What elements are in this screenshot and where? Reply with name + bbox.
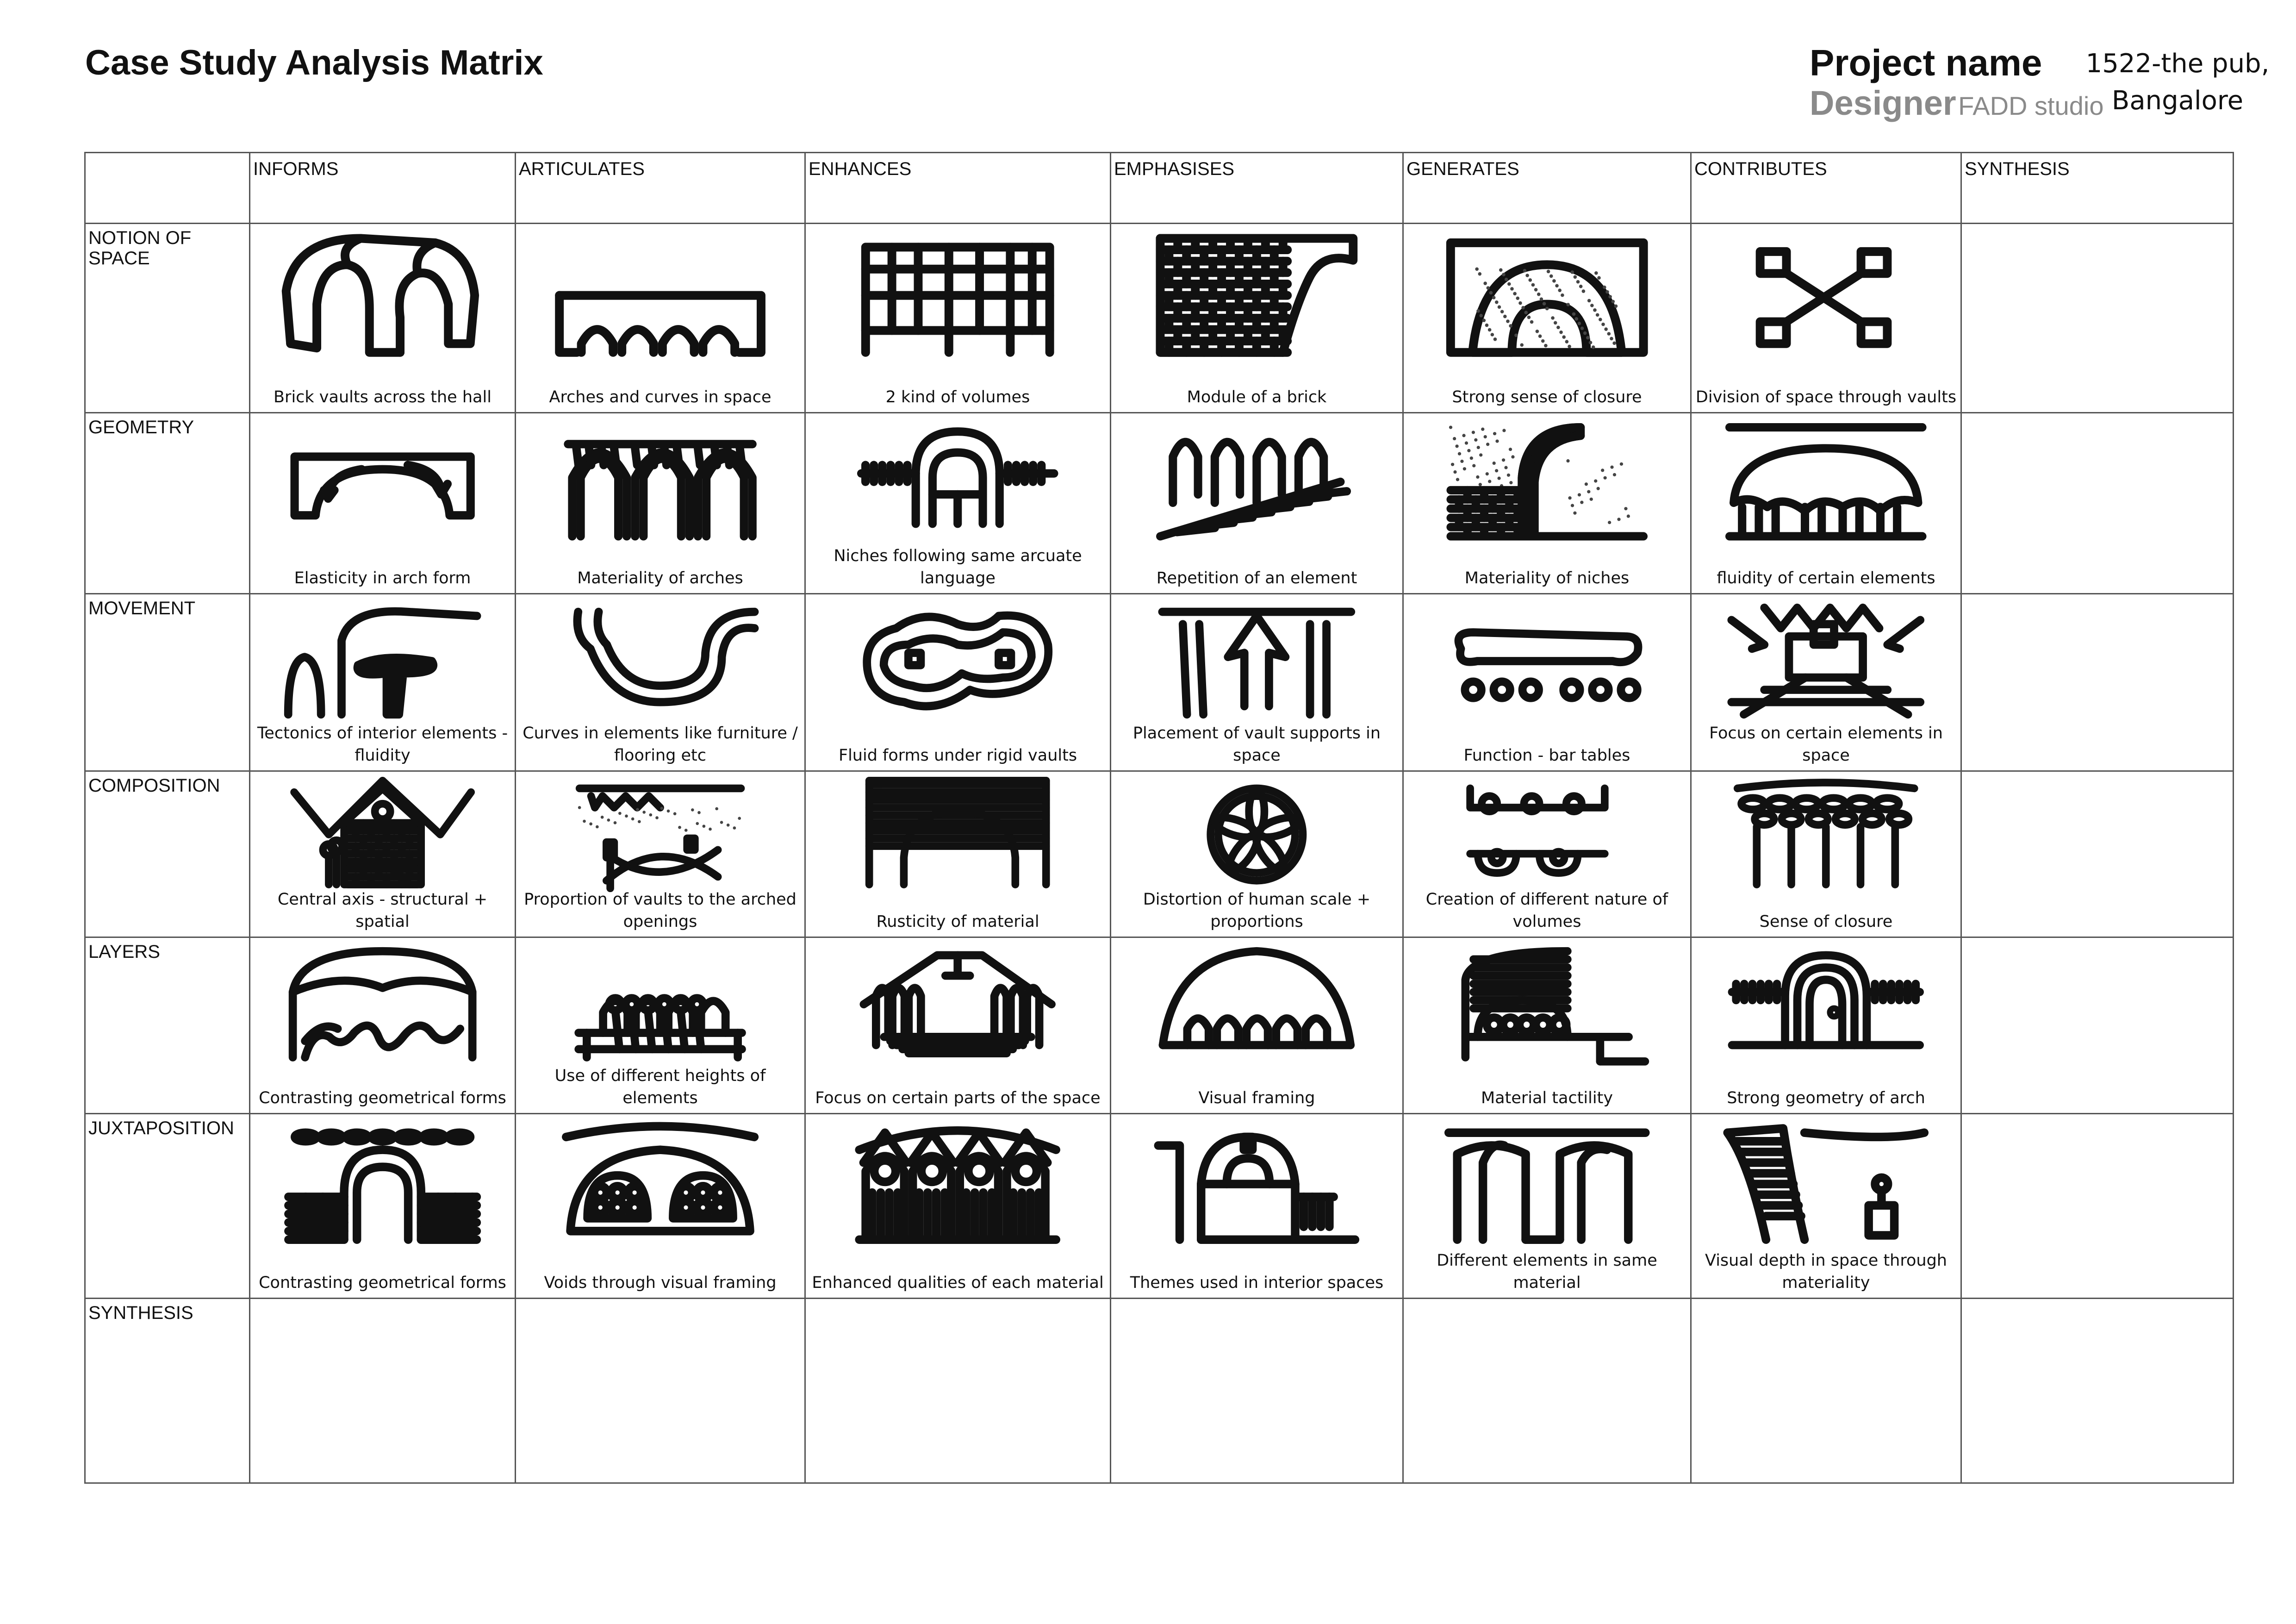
column-header-label: EMPHASISES bbox=[1114, 159, 1235, 179]
matrix-cell bbox=[516, 1114, 805, 1299]
cell-caption: Focus on certain parts of the space bbox=[815, 1089, 1101, 1107]
cell-caption: Placement of vault supports in space bbox=[1132, 724, 1381, 765]
matrix-cell bbox=[1691, 224, 1961, 413]
column-header-label: CONTRIBUTES bbox=[1694, 159, 1827, 179]
row-header-label: SYNTHESIS bbox=[88, 1303, 193, 1323]
matrix-cell bbox=[1961, 1114, 2234, 1299]
cell-caption: Materiality of niches bbox=[1464, 569, 1630, 587]
matrix-cell bbox=[1403, 1114, 1691, 1299]
sketch-depth bbox=[1702, 1120, 1950, 1248]
matrix-cell bbox=[250, 771, 516, 937]
designer-line bbox=[1810, 83, 2103, 123]
matrix-cell bbox=[1403, 413, 1691, 594]
sketch-perspective-arches bbox=[1123, 419, 1391, 545]
cell-caption: Visual depth in space through materiality bbox=[1705, 1251, 1947, 1292]
matrix-cell bbox=[516, 771, 805, 937]
sketch-bar bbox=[1415, 600, 1679, 723]
cell-caption: fluidity of certain elements bbox=[1717, 569, 1935, 587]
row-header-label: MOVEMENT bbox=[88, 598, 196, 618]
matrix-cell bbox=[1111, 771, 1403, 937]
matrix-cell bbox=[250, 594, 516, 771]
column-header-label: GENERATES bbox=[1406, 159, 1519, 179]
matrix-cell bbox=[1111, 1299, 1403, 1483]
matrix-cell bbox=[1691, 937, 1961, 1114]
cell-caption: Tectonics of interior elements - fluidity bbox=[257, 724, 508, 765]
sketch-niche bbox=[818, 419, 1097, 545]
matrix-cell bbox=[805, 937, 1111, 1114]
column-header bbox=[1403, 153, 1691, 224]
matrix-cell bbox=[1691, 1114, 1961, 1299]
cell-caption: Visual framing bbox=[1198, 1089, 1315, 1107]
sketch-brickwall bbox=[1123, 230, 1391, 361]
cell-caption: Strong sense of closure bbox=[1452, 388, 1642, 406]
cell-caption: Arches and curves in space bbox=[549, 388, 772, 406]
matrix-cell bbox=[516, 224, 805, 413]
matrix-row bbox=[85, 413, 2234, 594]
matrix-cell bbox=[1111, 594, 1403, 771]
matrix-cell bbox=[805, 1299, 1111, 1483]
matrix-cell bbox=[516, 937, 805, 1114]
designer-value: FADD studio bbox=[1958, 91, 2104, 120]
sketch-grid bbox=[818, 230, 1097, 361]
cell-caption: Elasticity in arch form bbox=[294, 569, 471, 587]
matrix-cell bbox=[516, 1299, 805, 1483]
matrix-cell bbox=[1961, 937, 2234, 1114]
matrix-cell bbox=[1111, 937, 1403, 1114]
matrix-cell bbox=[250, 1299, 516, 1483]
sketch-proportion bbox=[528, 777, 793, 892]
column-header-label: INFORMS bbox=[253, 159, 339, 179]
sketch-focus bbox=[1702, 600, 1950, 723]
cell-caption: Material tactility bbox=[1481, 1089, 1613, 1107]
sketch-niche-brick bbox=[1415, 419, 1679, 545]
cell-caption: Central axis - structural + spatial bbox=[277, 890, 488, 931]
cell-caption: Enhanced qualities of each material bbox=[812, 1274, 1104, 1292]
sketch-brick-arch bbox=[261, 1120, 504, 1248]
matrix-row bbox=[85, 1114, 2234, 1299]
matrix-cell bbox=[1111, 1114, 1403, 1299]
sketch-oven bbox=[1123, 1120, 1391, 1248]
sketch-blob bbox=[818, 600, 1097, 723]
sketch-triple-arch bbox=[528, 419, 793, 545]
matrix-cell bbox=[1961, 594, 2234, 771]
matrix-cell bbox=[1403, 771, 1691, 937]
matrix-cell bbox=[250, 413, 516, 594]
sketch-elastic-arch bbox=[261, 419, 504, 545]
matrix-row bbox=[85, 937, 2234, 1114]
matrix-cell bbox=[805, 224, 1111, 413]
cell-caption: Brick vaults across the hall bbox=[274, 388, 492, 406]
sketch-voids bbox=[528, 1120, 793, 1248]
row-header bbox=[85, 413, 250, 594]
column-header bbox=[250, 153, 516, 224]
cell-caption: Themes used in interior spaces bbox=[1130, 1274, 1384, 1292]
cell-caption: Different elements in same material bbox=[1437, 1251, 1657, 1292]
cell-caption: Rusticity of material bbox=[876, 912, 1039, 931]
row-header bbox=[85, 1299, 250, 1483]
row-header-label: NOTION OF SPACE bbox=[88, 228, 192, 269]
column-header bbox=[1691, 153, 1961, 224]
column-header-label: ARTICULATES bbox=[519, 159, 645, 179]
matrix-cell bbox=[250, 937, 516, 1114]
sketch-twin-vault bbox=[1415, 1120, 1679, 1248]
cell-caption: Sense of closure bbox=[1759, 912, 1893, 931]
cell-caption: Module of a brick bbox=[1187, 388, 1327, 406]
matrix-cell bbox=[1403, 224, 1691, 413]
matrix-cell bbox=[1111, 224, 1403, 413]
sketch-volumes bbox=[1415, 777, 1679, 892]
sketch-u-curve bbox=[528, 600, 793, 723]
row-header-label: COMPOSITION bbox=[88, 775, 220, 796]
matrix-row bbox=[85, 1299, 2234, 1483]
matrix-cell bbox=[516, 594, 805, 771]
cell-caption: Creation of different nature of volumes bbox=[1425, 890, 1668, 931]
analysis-matrix bbox=[84, 152, 2234, 1484]
matrix-cell bbox=[250, 224, 516, 413]
row-header bbox=[85, 1114, 250, 1299]
matrix-cell bbox=[805, 1114, 1111, 1299]
cell-caption: Proportion of vaults to the arched openings bbox=[524, 890, 796, 931]
sketch-canopy bbox=[1702, 419, 1950, 545]
sketch-gothic bbox=[818, 1120, 1097, 1248]
sketch-cross bbox=[1702, 230, 1950, 361]
row-header bbox=[85, 771, 250, 937]
cell-caption: Distortion of human scale + proportions bbox=[1143, 890, 1371, 931]
project-name-label: Project name bbox=[1810, 42, 2042, 83]
cell-caption: Focus on certain elements in space bbox=[1709, 724, 1943, 765]
designer-label: Designer bbox=[1810, 84, 1956, 122]
sketch-tactility bbox=[1415, 943, 1679, 1066]
matrix-cell bbox=[1691, 1299, 1961, 1483]
cell-caption: Use of different heights of elements bbox=[554, 1067, 766, 1107]
matrix-cell bbox=[1691, 594, 1961, 771]
sketch-axis bbox=[261, 777, 504, 892]
cell-caption: Fluid forms under rigid vaults bbox=[838, 746, 1077, 765]
matrix-cell bbox=[1403, 937, 1691, 1114]
matrix-cell bbox=[1961, 413, 2234, 594]
matrix-cell bbox=[805, 771, 1111, 937]
matrix-row bbox=[85, 224, 2234, 413]
sketch-strong-arch bbox=[1702, 943, 1950, 1066]
row-header bbox=[85, 594, 250, 771]
row-header-label: LAYERS bbox=[88, 942, 160, 962]
sketch-persp-hall bbox=[818, 943, 1097, 1066]
column-header bbox=[1961, 153, 2234, 224]
matrix-row bbox=[85, 594, 2234, 771]
cell-caption: Strong geometry of arch bbox=[1727, 1089, 1925, 1107]
corner-cell bbox=[85, 153, 250, 224]
matrix-cell bbox=[1111, 413, 1403, 594]
cell-caption: Curves in elements like furniture / flooring etc bbox=[523, 724, 798, 765]
matrix-cell bbox=[516, 413, 805, 594]
cell-caption: Materiality of arches bbox=[577, 569, 743, 587]
sketch-tectonic bbox=[261, 600, 504, 723]
sketch-flower bbox=[1123, 777, 1391, 892]
matrix-cell bbox=[250, 1114, 516, 1299]
row-header-label: JUXTAPOSITION bbox=[88, 1118, 234, 1138]
matrix-cell bbox=[1403, 594, 1691, 771]
page-title: Case Study Analysis Matrix bbox=[85, 43, 543, 82]
row-header-label: GEOMETRY bbox=[88, 417, 194, 437]
column-header-label: ENHANCES bbox=[809, 159, 912, 179]
cell-caption: Niches following same arcuate language bbox=[834, 547, 1082, 587]
cell-caption: Contrasting geometrical forms bbox=[259, 1274, 506, 1292]
sketch-lamps bbox=[1702, 777, 1950, 892]
header-row bbox=[85, 153, 2234, 224]
sketch-dome-arcade bbox=[1123, 943, 1391, 1066]
sketch-arrow bbox=[1123, 600, 1391, 723]
sketch-vault bbox=[261, 230, 504, 361]
matrix-cell bbox=[805, 413, 1111, 594]
column-header bbox=[805, 153, 1111, 224]
matrix-cell bbox=[1961, 1299, 2234, 1483]
project-name-value: 1522-the pub, Bangalore bbox=[2085, 49, 2270, 116]
cell-caption: 2 kind of volumes bbox=[885, 388, 1030, 406]
matrix-cell bbox=[1403, 1299, 1691, 1483]
matrix-cell bbox=[805, 594, 1111, 771]
cell-caption: Contrasting geometrical forms bbox=[259, 1089, 506, 1107]
matrix-row bbox=[85, 771, 2234, 937]
matrix-cell bbox=[1691, 771, 1961, 937]
sketch-arcade bbox=[528, 230, 793, 361]
sketch-dotted-arch bbox=[1415, 230, 1679, 361]
cell-caption: Repetition of an element bbox=[1156, 569, 1357, 587]
cell-caption: Voids through visual framing bbox=[544, 1274, 777, 1292]
column-header-label: SYNTHESIS bbox=[1965, 159, 2070, 179]
row-header bbox=[85, 937, 250, 1114]
sketch-rustic bbox=[818, 777, 1097, 892]
row-header bbox=[85, 224, 250, 413]
matrix-cell bbox=[1961, 771, 2234, 937]
cell-caption: Function - bar tables bbox=[1463, 746, 1630, 765]
sketch-wave-vault bbox=[261, 943, 504, 1066]
matrix-cell bbox=[1961, 224, 2234, 413]
column-header bbox=[1111, 153, 1403, 224]
matrix-cell bbox=[1691, 413, 1961, 594]
cell-caption: Division of space through vaults bbox=[1695, 388, 1957, 406]
column-header bbox=[516, 153, 805, 224]
sketch-heights bbox=[528, 943, 793, 1066]
